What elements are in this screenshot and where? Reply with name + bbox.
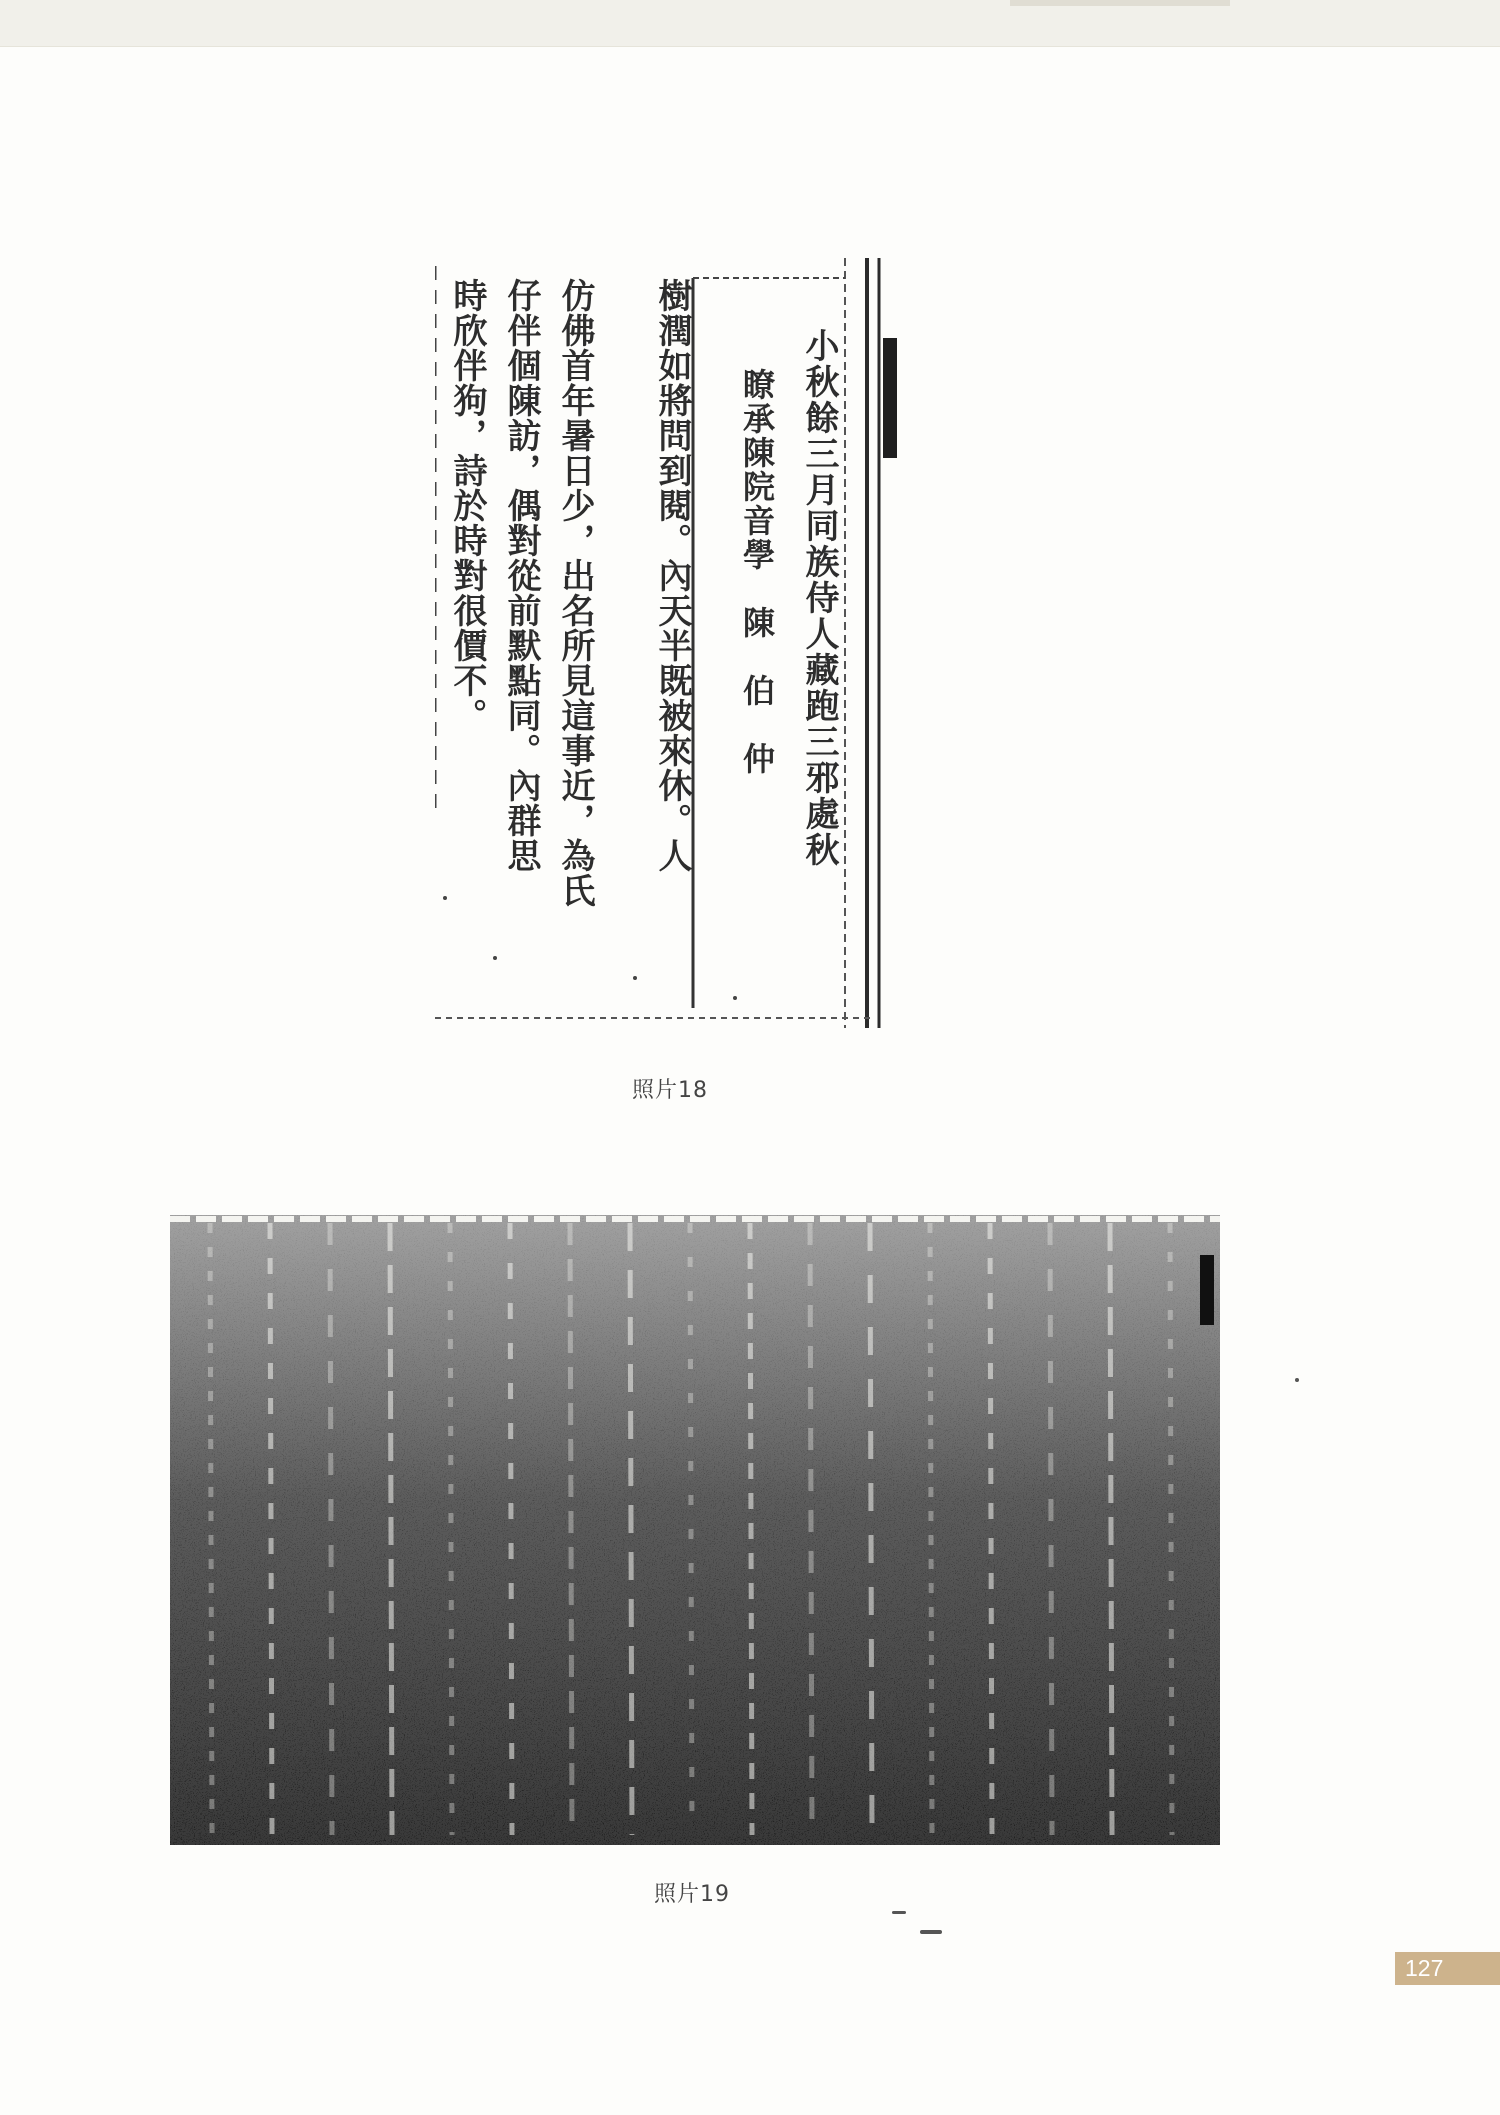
scan-speck bbox=[920, 1930, 942, 1934]
clip-col-5: 仔伴個陳訪，偶對從前默點同。內群思 bbox=[501, 278, 541, 873]
clip-col-1: 小秋餘三月同族侍人藏跑三邪處秋 bbox=[799, 328, 839, 868]
clip-col-2: 瞭承陳院音學 陳 伯 仲 bbox=[738, 368, 776, 776]
caption-photo-18: 照片18 bbox=[632, 1078, 708, 1103]
scan-speck bbox=[1295, 1378, 1299, 1382]
clip-col-6: 時欣伴狗，詩於時對很價不。 bbox=[447, 278, 487, 733]
scan-speck bbox=[892, 1911, 906, 1914]
photo-19-column-gutter bbox=[570, 1223, 572, 1835]
photo-19-column-gutter bbox=[750, 1223, 752, 1835]
photo-19-image bbox=[170, 1215, 1220, 1845]
photo-19-clipping bbox=[170, 1215, 1220, 1845]
page-number: 127 bbox=[1395, 1952, 1500, 1985]
photo-19-column-gutter bbox=[1110, 1223, 1112, 1835]
clip-col-3: 樹潤如將問到閱。內天半既被來休。人 bbox=[652, 278, 692, 873]
header-smudge bbox=[1010, 0, 1230, 6]
caption-photo-19: 照片19 bbox=[654, 1882, 730, 1907]
photo-18-image bbox=[435, 258, 915, 1038]
top-page-edge bbox=[0, 0, 1500, 47]
photo-19-column-gutter bbox=[390, 1223, 392, 1835]
photo-18-clipping bbox=[435, 258, 915, 1038]
clip-col-4: 仿佛首年暑日少，出名所見這事近，為氏 bbox=[555, 278, 595, 908]
